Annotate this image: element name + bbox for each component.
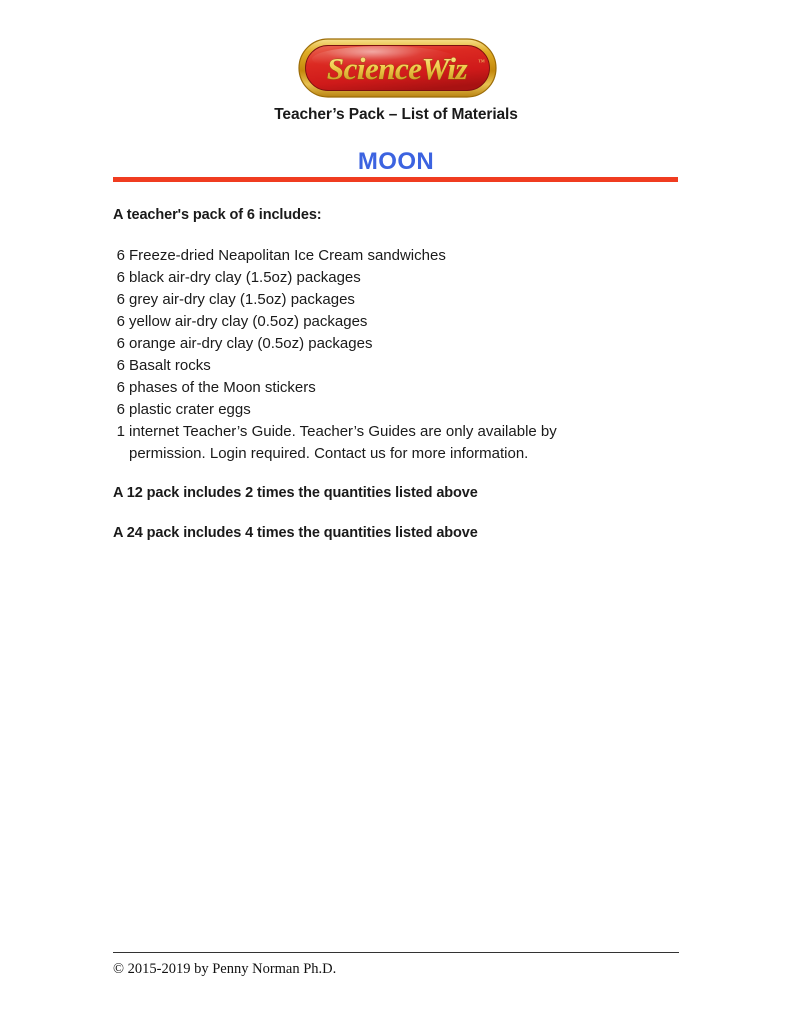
material-description: Freeze-dried Neapolitan Ice Cream sandwiches xyxy=(129,247,446,264)
material-description: internet Teacher’s Guide. Teacher’s Guides are only available by permission. Login required. Contact us for more information. xyxy=(129,423,557,462)
pack-contents-heading: A teacher's pack of 6 includes: xyxy=(113,207,322,223)
list-item xyxy=(113,399,693,421)
material-description: black air-dry clay (1.5oz) packages xyxy=(129,269,361,286)
material-description: grey air-dry clay (1.5oz) packages xyxy=(129,291,355,308)
material-quantity: 6 xyxy=(116,291,125,308)
material-description: plastic crater eggs xyxy=(129,401,251,418)
material-description: phases of the Moon stickers xyxy=(129,379,316,396)
pack-24-note: A 24 pack includes 4 times the quantities listed above xyxy=(113,525,478,541)
page-title: MOON xyxy=(357,148,435,175)
material-quantity: 6 xyxy=(116,379,125,396)
list-item xyxy=(113,289,693,311)
material-description: yellow air-dry clay (0.5oz) packages xyxy=(129,313,368,330)
material-quantity: 6 xyxy=(116,269,125,286)
sciencewiz-wordmark: ScienceWiz xyxy=(326,51,468,86)
material-quantity: 6 xyxy=(116,335,125,352)
material-description: orange air-dry clay (0.5oz) packages xyxy=(129,335,373,352)
material-quantity: 6 xyxy=(116,357,125,374)
list-item xyxy=(113,333,693,355)
list-item xyxy=(113,421,693,465)
footer-divider xyxy=(113,952,679,953)
pack-12-note: A 12 pack includes 2 times the quantities listed above xyxy=(113,485,478,501)
material-quantity: 6 xyxy=(116,313,125,330)
list-item xyxy=(113,355,693,377)
list-item xyxy=(113,267,693,289)
copyright-notice: © 2015-2019 by Penny Norman Ph.D. xyxy=(113,961,337,977)
sciencewiz-logo-graphic xyxy=(298,38,497,98)
trademark-symbol: ™ xyxy=(478,58,485,66)
title-divider xyxy=(113,177,678,182)
material-quantity: 6 xyxy=(116,247,125,264)
material-quantity: 1 xyxy=(116,423,125,440)
list-item xyxy=(113,377,693,399)
list-item xyxy=(113,245,693,267)
list-item xyxy=(113,311,693,333)
material-description: Basalt rocks xyxy=(129,357,211,374)
pack-subtitle: Teacher’s Pack – List of Materials xyxy=(274,106,518,123)
sciencewiz-logo xyxy=(298,38,497,98)
materials-list xyxy=(113,245,693,465)
material-quantity: 6 xyxy=(116,401,125,418)
